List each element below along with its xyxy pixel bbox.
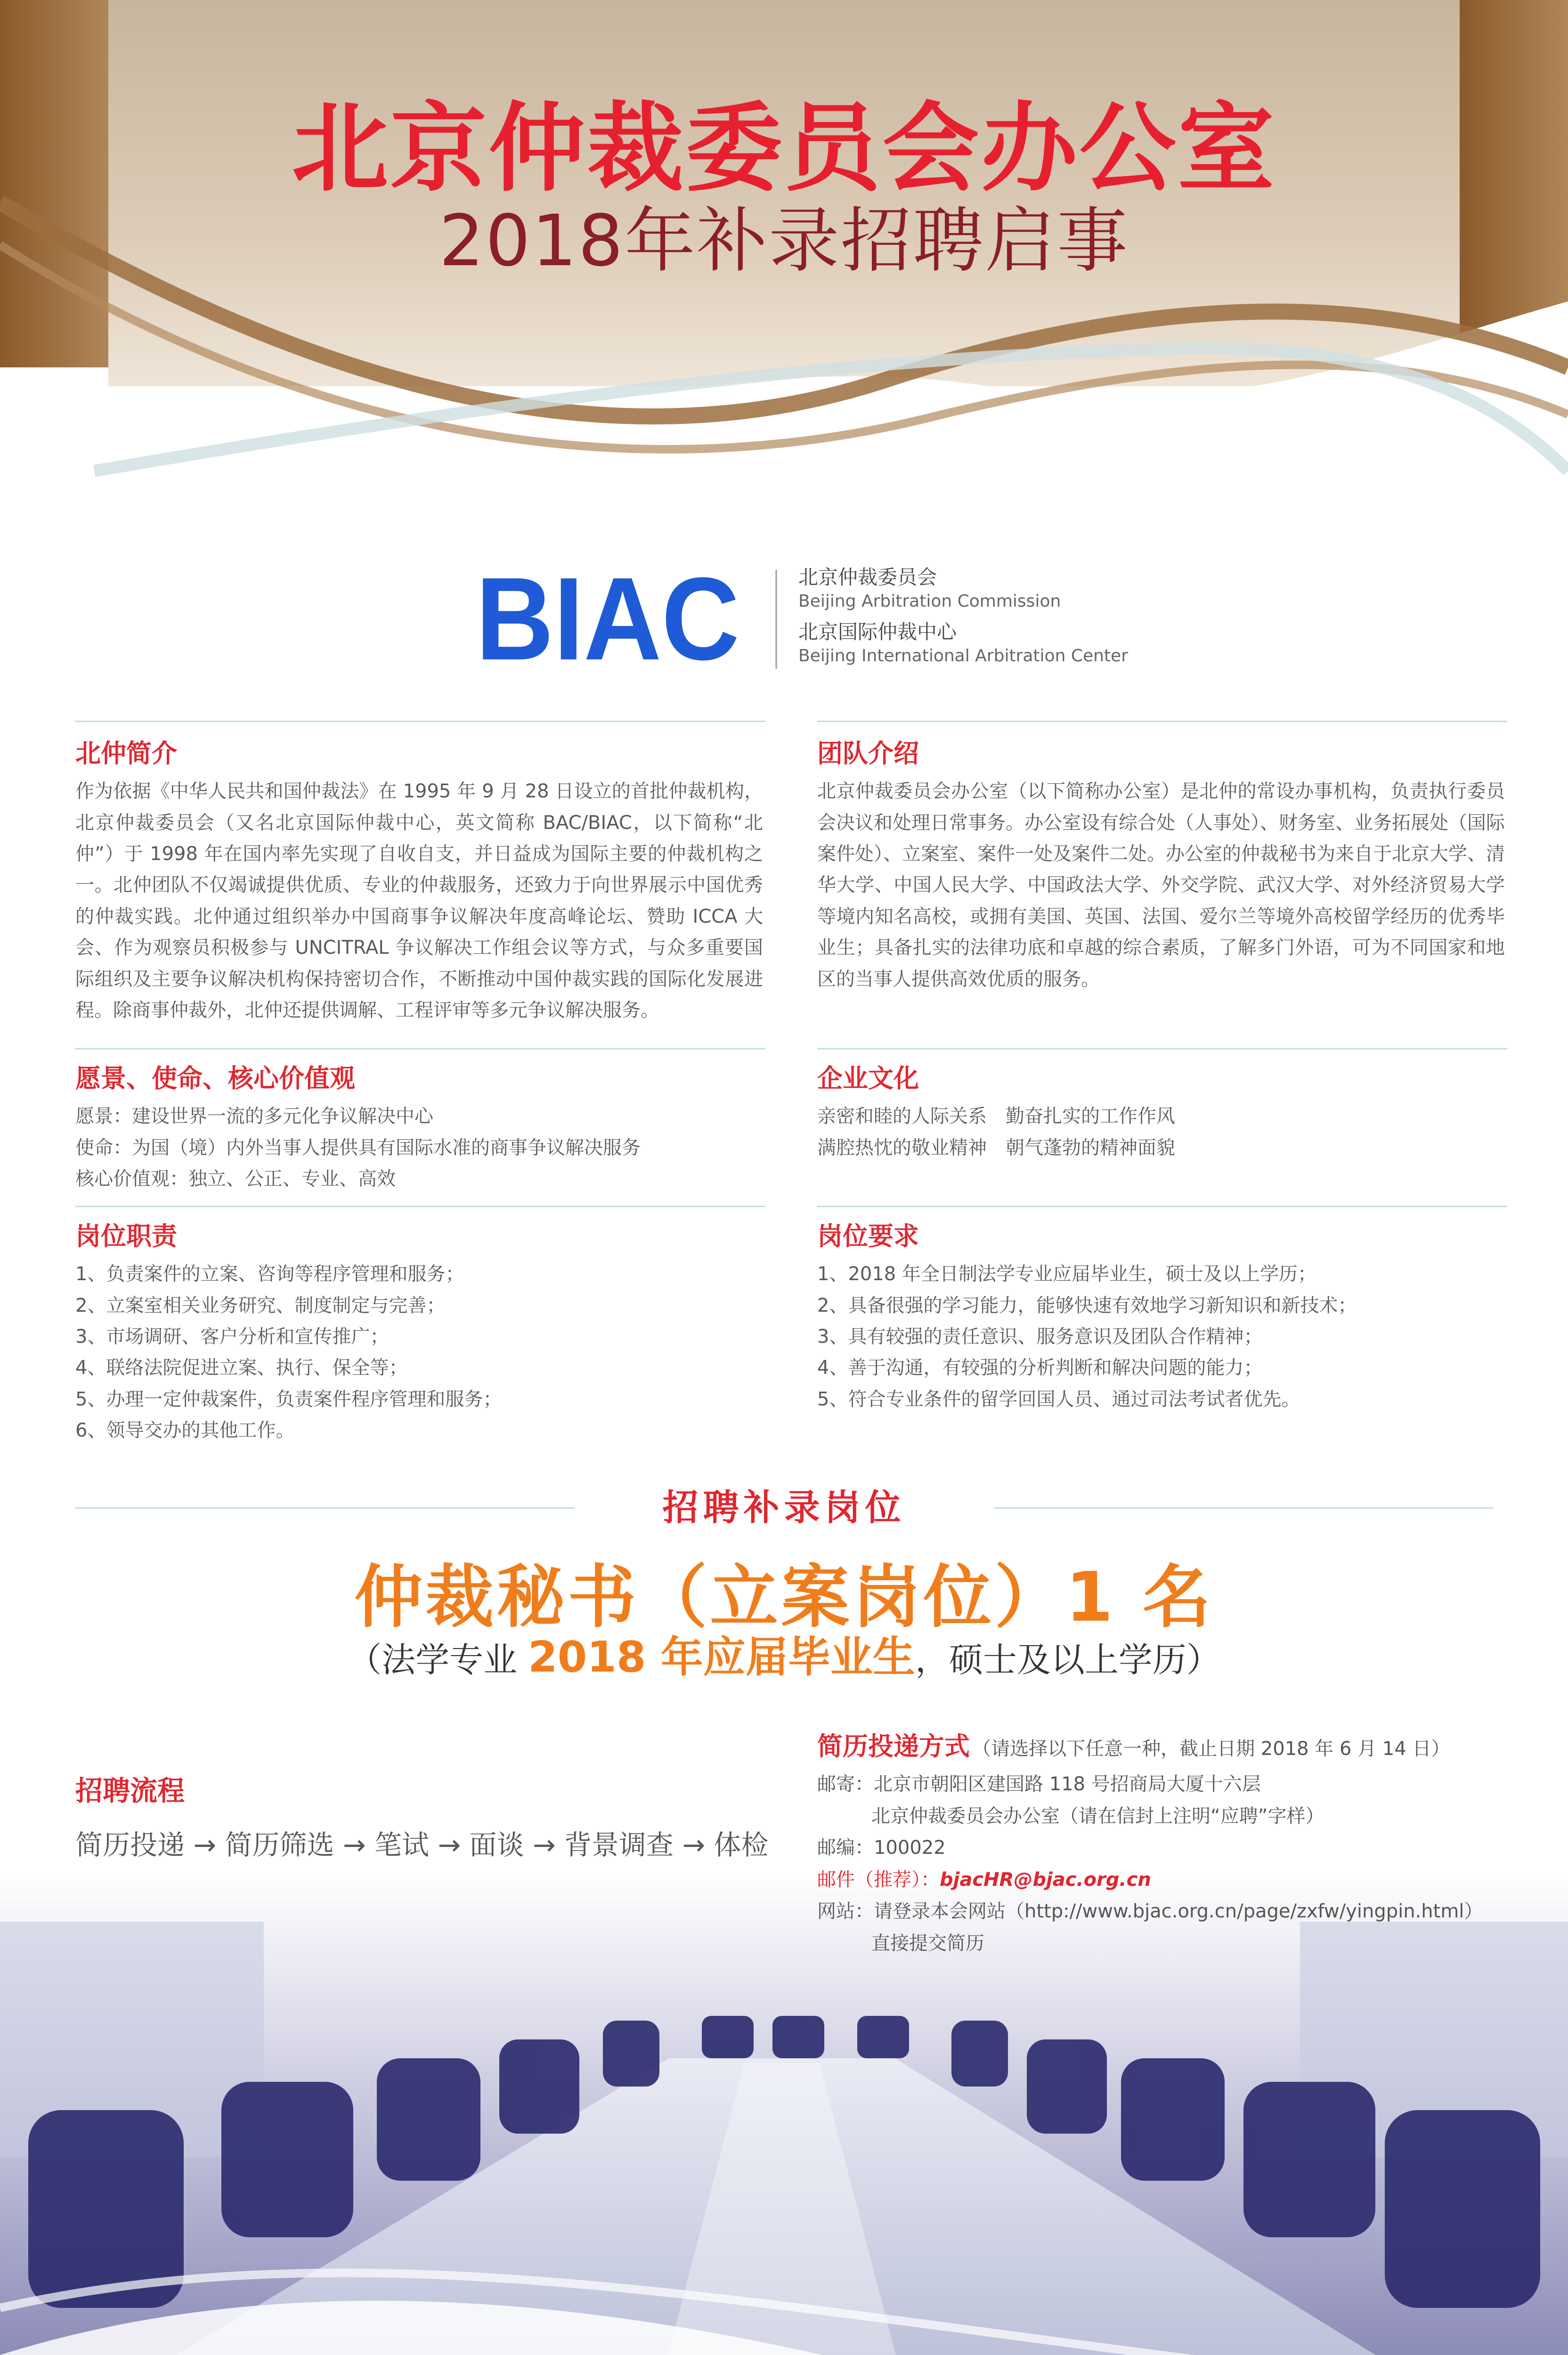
chair bbox=[499, 2039, 579, 2134]
email-link[interactable]: bjacHR@bjac.org.cn bbox=[940, 1868, 1151, 1891]
job-sub-prefix: （法学专业 bbox=[348, 1640, 528, 1680]
requirement-item: 3、具有较强的责任意识、服务意识及团队合作精神； bbox=[817, 1325, 1263, 1348]
recruit-heading: 招聘补录岗位 bbox=[662, 1486, 906, 1528]
website-line-2: 直接提交简历 bbox=[871, 1932, 984, 1954]
section-heading: 岗位职责 bbox=[75, 1221, 177, 1251]
chair bbox=[1121, 2058, 1225, 2181]
resume-heading-row bbox=[817, 1726, 1450, 1762]
logo-name-en-1: Beijing Arbitration Commission bbox=[798, 592, 1061, 611]
section-duties bbox=[75, 1220, 763, 1446]
section-heading: 企业文化 bbox=[817, 1064, 919, 1093]
divider bbox=[75, 721, 765, 722]
postcode-line: 邮编：100022 bbox=[817, 1837, 946, 1859]
resume-deadline-note: （请选择以下任意一种，截止日期 2018 年 6 月 14 日） bbox=[972, 1738, 1450, 1760]
chair bbox=[702, 2016, 754, 2058]
logo-name-cn-1: 北京仲裁委员会 bbox=[798, 566, 937, 589]
chair bbox=[221, 2082, 353, 2237]
chair bbox=[1027, 2039, 1107, 2134]
requirement-item: 1、2018 年全日制法学专业应届毕业生，硕士及以上学历； bbox=[817, 1263, 1316, 1285]
page-subtitle: 2018年补录招聘启事 bbox=[439, 200, 1129, 282]
section-body: 作为依据《中华人民共和国仲裁法》在 1995 年 9 月 28 日设立的首批仲裁机构，北京仲裁委员会（又名北京国际仲裁中心，英文简称 BAC/BIAC，以下简称“北仲”）于 1998 年在国内率先实现了自收自支，并日益成为国际主要的仲裁机构之一。北仲团队不仅竭诚提供优质、专业的仲裁服务，还致力于向世界展示中国优秀的仲裁实践。北仲通过组织举办中国商事争议解决年度高峰论坛、赞助 ICCA 大会、作为观察员积极参与 UNCITRAL 争议解决工作组会议等方式，与众多重要国际组织及主要争议解决机构保持密切合作，不断推动中国仲裁实践的国际化发展进程。除商事仲裁外，北仲还提供调解、工程评审等多元争议解决服务。 bbox=[75, 780, 763, 1021]
section-heading: 团队介绍 bbox=[817, 739, 919, 768]
section-vision bbox=[75, 1062, 763, 1194]
job-sub-suffix: ，硕士及以上学历） bbox=[915, 1640, 1220, 1680]
divider bbox=[817, 721, 1507, 722]
culture-line: 亲密和睦的人际关系 勤奋扎实的工作作风 bbox=[817, 1105, 1175, 1128]
requirement-item: 2、具备很强的学习能力，能够快速有效地学习新知识和新技术； bbox=[817, 1294, 1357, 1316]
mail-recipient-line: 北京仲裁委员会办公室（请在信封上注明“应聘”字样） bbox=[871, 1805, 1324, 1827]
duty-item: 4、联络法院促进立案、执行、保全等； bbox=[75, 1357, 408, 1379]
chair bbox=[377, 2058, 480, 2181]
section-team bbox=[817, 737, 1505, 995]
requirement-item: 4、善于沟通，有较强的分析判断和解决问题的能力； bbox=[817, 1357, 1263, 1379]
divider bbox=[817, 1048, 1507, 1049]
divider bbox=[75, 1048, 765, 1049]
section-culture bbox=[817, 1062, 1505, 1163]
duty-item: 1、负责案件的立案、咨询等程序管理和服务； bbox=[75, 1263, 464, 1285]
chair bbox=[1385, 2110, 1540, 2308]
section-requirements bbox=[817, 1220, 1505, 1415]
email-line bbox=[817, 1864, 1483, 1896]
duty-item: 5、办理一定仲裁案件，负责案件程序管理和服务； bbox=[75, 1388, 502, 1410]
section-heading: 北仲简介 bbox=[75, 739, 177, 768]
resume-methods bbox=[817, 1769, 1483, 1960]
logo-name-en-2: Beijing International Arbitration Center bbox=[798, 646, 1128, 666]
culture-line: 满腔热忱的敬业精神 朝气蓬勃的精神面貌 bbox=[817, 1137, 1175, 1159]
vision-line: 愿景：建设世界一流的多元化争议解决中心 bbox=[75, 1105, 433, 1128]
vision-line: 使命：为国（境）内外当事人提供具有国际水准的商事争议解决服务 bbox=[75, 1137, 641, 1159]
website-line[interactable]: 网站：请登录本会网站（http://www.bjac.org.cn/page/zxfw/yingpin.html） bbox=[817, 1900, 1483, 1923]
chair bbox=[1243, 2082, 1375, 2237]
process-steps: 简历投递 → 简历筛选 → 笔试 → 面谈 → 背景调查 → 体检 bbox=[75, 1829, 769, 1861]
job-sub-highlight: 2018 年应届毕业生 bbox=[528, 1632, 915, 1682]
section-body: 北京仲裁委员会办公室（以下简称办公室）是北仲的常设办事机构，负责执行委员会决议和处理日常事务。办公室设有综合处（人事处）、财务室、业务拓展处（国际案件处）、立案室、案件一处及案件二处。办公室的仲裁秘书为来自于北京大学、清华大学、中国人民大学、中国政法大学、外交学院、武汉大学、对外经济贸易大学等境内知名高校，或拥有美国、英国、法国、爱尔兰等境外高校留学经历的优秀毕业生；具备扎实的法律功底和卓越的综合素质，了解多门外语，可为不同国家和地区的当事人提供高效优质的服务。 bbox=[817, 780, 1505, 990]
biac-logo-mark: BIAC bbox=[476, 563, 739, 676]
divider bbox=[817, 1206, 1507, 1207]
duty-item: 3、市场调研、客户分析和宣传推广； bbox=[75, 1325, 389, 1348]
requirement-item: 5、符合专业条件的留学回国人员、通过司法考试者优先。 bbox=[817, 1388, 1300, 1410]
resume-heading: 简历投递方式 bbox=[817, 1731, 970, 1761]
chair bbox=[857, 2016, 909, 2058]
section-heading: 岗位要求 bbox=[817, 1221, 919, 1251]
process-heading: 招聘流程 bbox=[75, 1775, 185, 1807]
duty-item: 6、领导交办的其他工作。 bbox=[75, 1420, 295, 1442]
duty-item: 2、立案室相关业务研究、制度制定与完善； bbox=[75, 1294, 446, 1316]
chair bbox=[951, 2021, 1008, 2087]
section-heading: 愿景、使命、核心价值观 bbox=[75, 1064, 355, 1093]
job-position: 仲裁秘书（立案岗位）1 名 bbox=[354, 1558, 1214, 1637]
chair bbox=[772, 2016, 824, 2058]
mail-address-line: 邮寄：北京市朝阳区建国路 118 号招商局大厦十六层 bbox=[817, 1773, 1261, 1795]
section-intro bbox=[75, 737, 763, 1026]
logo-name-cn-2: 北京国际仲裁中心 bbox=[798, 620, 957, 643]
logo-text bbox=[798, 568, 1128, 677]
job-requirement-summary bbox=[0, 1623, 1568, 1684]
divider bbox=[75, 1206, 765, 1207]
email-label: 邮件（推荐）： bbox=[817, 1868, 940, 1891]
chair bbox=[603, 2021, 659, 2087]
page-title: 北京仲裁委员会办公室 bbox=[292, 93, 1276, 205]
vision-line: 核心价值观：独立、公正、专业、高效 bbox=[75, 1168, 396, 1190]
